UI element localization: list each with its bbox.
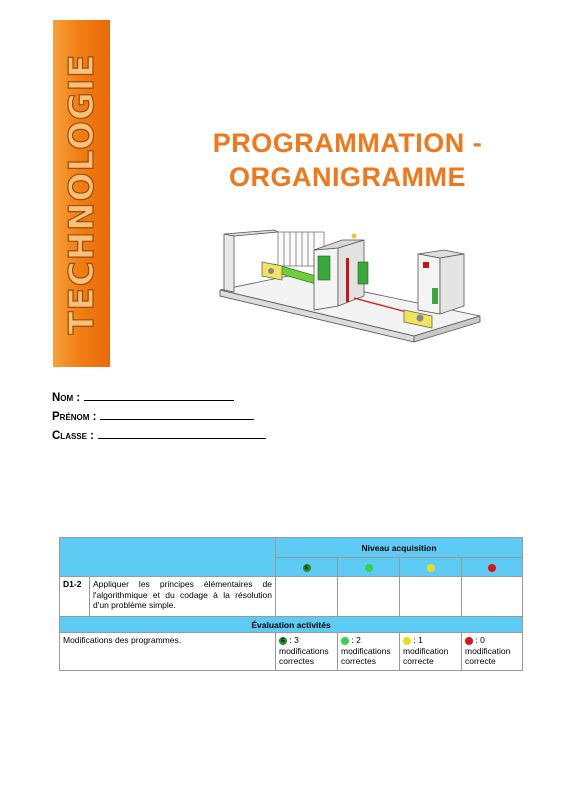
class-line[interactable] xyxy=(98,427,266,439)
yellow-dot-icon xyxy=(403,637,411,645)
page-title xyxy=(160,126,535,194)
class-field xyxy=(52,427,266,446)
competency-green-box[interactable] xyxy=(338,577,400,617)
score-red xyxy=(462,633,523,671)
table-corner-cell xyxy=(60,538,276,577)
competency-red-box[interactable] xyxy=(462,577,523,617)
firstname-line[interactable] xyxy=(100,408,254,420)
level-green-cell xyxy=(338,558,400,577)
score-yellow-text: : 1 modification correcte xyxy=(403,635,449,666)
expert-dot-icon: E xyxy=(279,637,287,645)
score-expert xyxy=(276,633,338,671)
title-line-1: PROGRAMMATION - xyxy=(212,128,483,158)
red-dot-icon xyxy=(465,637,473,645)
score-yellow xyxy=(400,633,462,671)
activity-text: Modifications des programmes. xyxy=(60,633,276,671)
competency-yellow-box[interactable] xyxy=(400,577,462,617)
banner-text: TECHNOLOGIE xyxy=(61,52,102,335)
technologie-banner xyxy=(53,20,110,367)
score-green-text: : 2 modifications correctes xyxy=(341,635,391,666)
yellow-level-dot-icon xyxy=(427,564,435,572)
barrier-model-illustration xyxy=(218,218,486,358)
firstname-field xyxy=(52,408,266,427)
title-line-2: ORGANIGRAMME xyxy=(229,162,466,192)
red-level-dot-icon xyxy=(488,564,496,572)
class-label: Classe : xyxy=(52,430,95,442)
level-red-cell xyxy=(462,558,523,577)
level-header: Niveau acquisition xyxy=(276,538,523,558)
name-label: Nom : xyxy=(52,392,81,404)
name-line[interactable] xyxy=(84,389,234,401)
score-expert-text: : 3 modifications correctes xyxy=(279,635,329,666)
score-green xyxy=(338,633,400,671)
competency-text: Appliquer les principes élémentaires de l'algorithmique et du codage à la résolution d'un problème simple. xyxy=(90,577,276,617)
score-red-text: : 0 modification correcte xyxy=(465,635,511,666)
green-dot-icon xyxy=(341,637,349,645)
competency-code: D1-2 xyxy=(60,577,90,617)
student-identity-fields xyxy=(52,389,266,446)
evaluation-table xyxy=(59,537,523,671)
competency-expert-box[interactable] xyxy=(276,577,338,617)
level-yellow-cell xyxy=(400,558,462,577)
green-level-dot-icon xyxy=(365,564,373,572)
name-field xyxy=(52,389,266,408)
firstname-label: Prénom : xyxy=(52,411,97,423)
level-expert-cell xyxy=(276,558,338,577)
expert-level-dot-icon: E xyxy=(303,564,311,572)
activities-header: Évaluation activités xyxy=(60,617,523,633)
